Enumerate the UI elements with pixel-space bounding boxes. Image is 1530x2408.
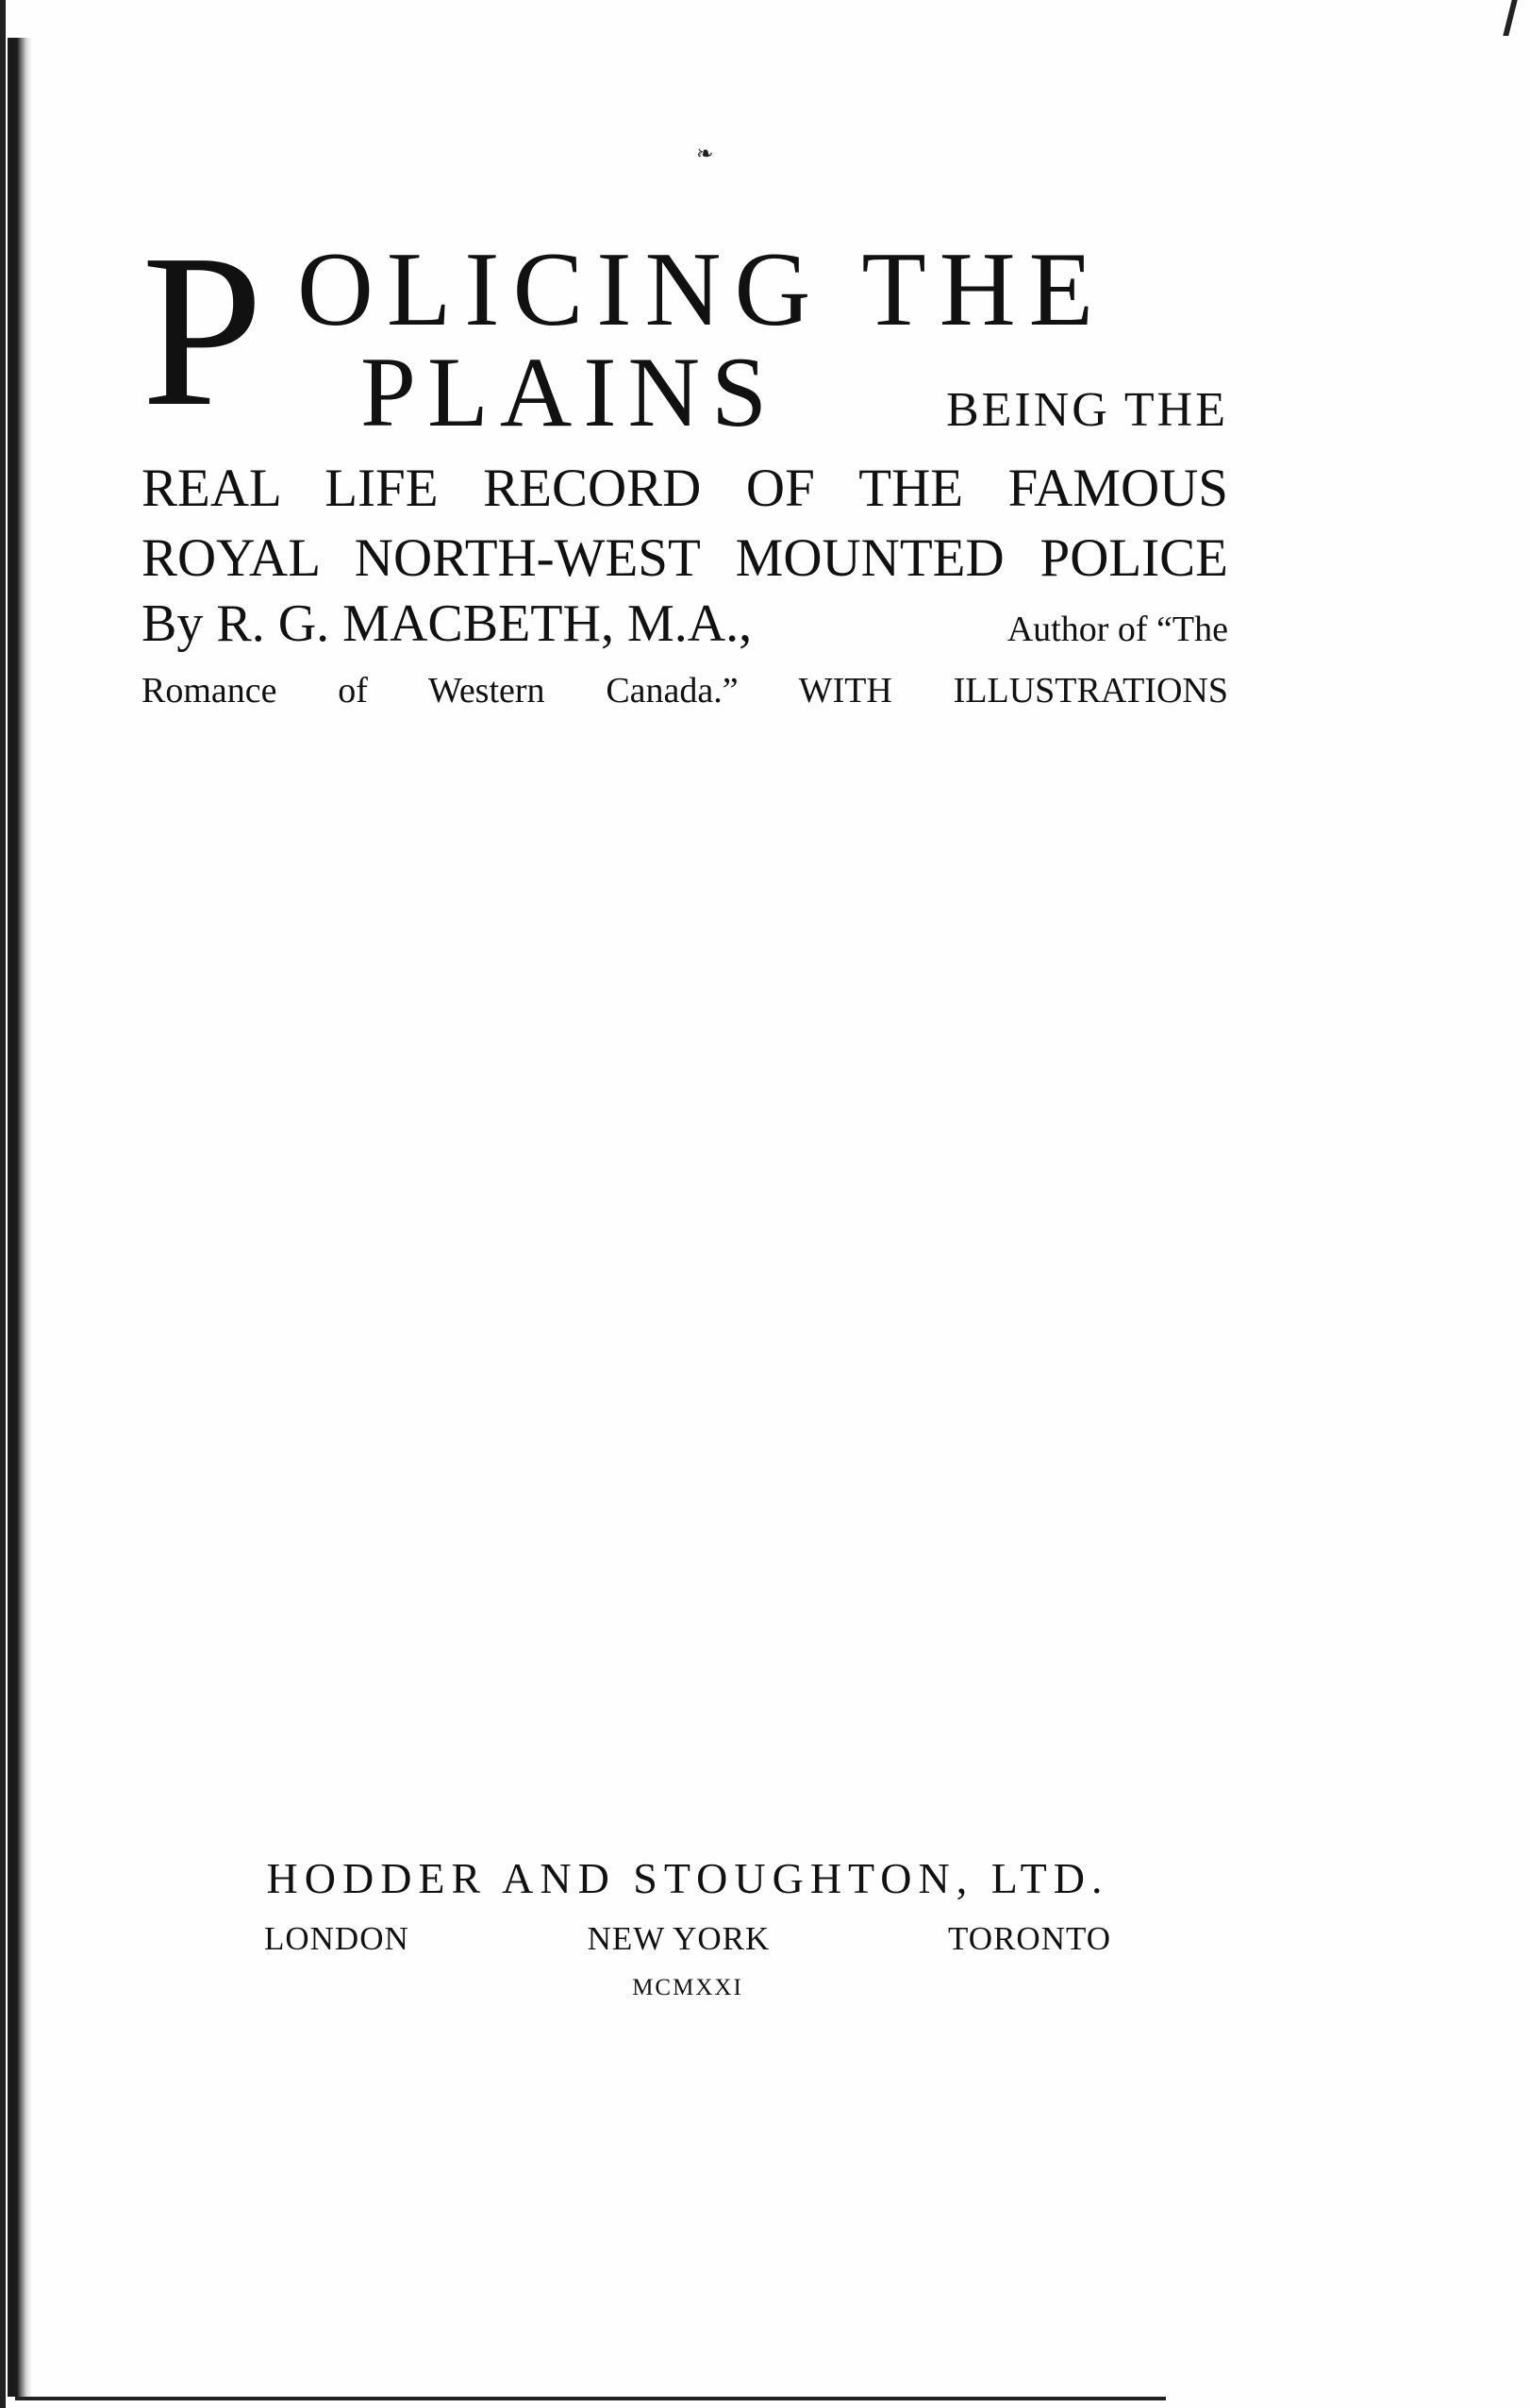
imprint — [225, 1853, 1151, 2001]
drop-cap: P — [141, 209, 264, 452]
title-line-2 — [141, 337, 1228, 454]
title-tail: BEING THE — [945, 383, 1228, 437]
author-name: By R. G. MACBETH, M.A., — [141, 594, 753, 653]
subtitle-line-1: REAL LIFE RECORD OF THE FAMOUS — [141, 459, 1228, 518]
title-text-1: OLICING THE — [297, 231, 1107, 348]
title-text-2: PLAINS — [360, 337, 779, 447]
bottom-rule — [15, 2397, 1166, 2400]
author-line — [141, 594, 1228, 661]
city-london: LONDON — [264, 1920, 409, 1957]
publisher: HODDER AND STOUGHTON, LTD. — [266, 1854, 1109, 1902]
city-new-york: NEW YORK — [587, 1920, 771, 1957]
author-tail-line — [141, 661, 1228, 720]
ornament-icon: ❧ — [696, 142, 714, 165]
title-block — [141, 209, 1228, 720]
illustrations-note: WITH ILLUSTRATIONS — [798, 671, 1228, 711]
author-description: Author of “The — [1006, 610, 1228, 649]
author-previous-work: Romance of Western Canada.” — [141, 671, 739, 711]
city-toronto: TORONTO — [948, 1920, 1111, 1957]
publisher-cities — [264, 1920, 1111, 1958]
publication-year: MCMXXI — [632, 1975, 743, 2000]
binding-edge — [8, 38, 32, 2397]
binding-line — [0, 0, 6, 2408]
subtitle-line-2: ROYAL NORTH-WEST MOUNTED POLICE — [141, 528, 1228, 588]
corner-mark — [1503, 0, 1517, 36]
